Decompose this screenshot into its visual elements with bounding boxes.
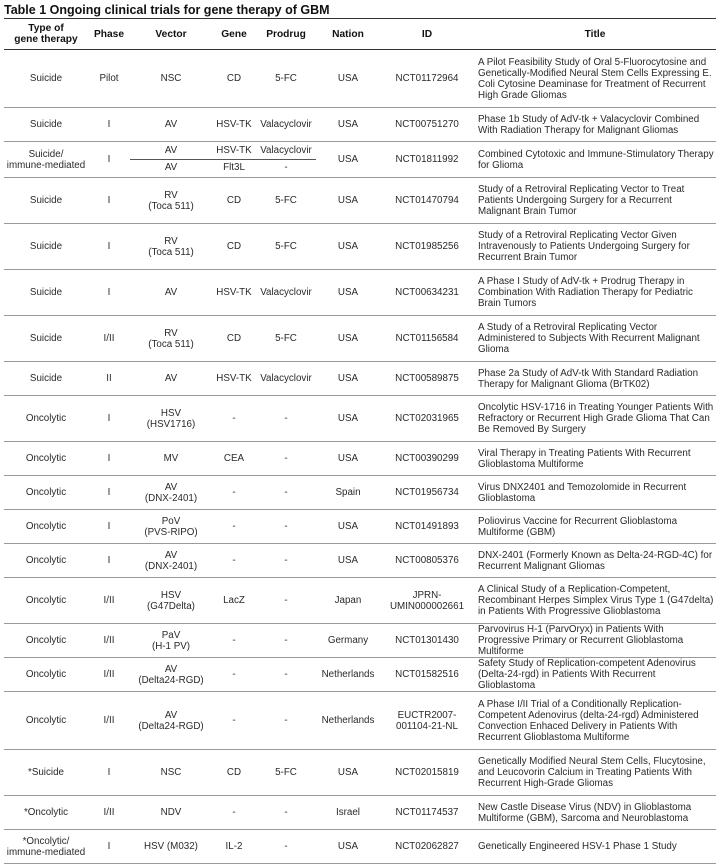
cell-gene: - xyxy=(212,510,256,544)
cell-vector: AV xyxy=(130,108,212,142)
cell-id: NCT01156584 xyxy=(380,316,474,362)
cell-prodrug: - xyxy=(256,578,316,624)
cell-phase: I xyxy=(88,142,130,178)
header-gene: Gene xyxy=(212,19,256,50)
cell-title: Oncolytic HSV-1716 in Treating Younger Patients With Refractory or Recurrent High Grade Glioma That Can Be Removed By Surgery xyxy=(474,396,716,442)
cell-gene: - xyxy=(212,658,256,692)
cell-title: Viral Therapy in Treating Patients With Recurrent Glioblastoma Multiforme xyxy=(474,442,716,476)
cell-phase: I xyxy=(88,270,130,316)
cell-phase: I/II xyxy=(88,578,130,624)
cell-phase: I/II xyxy=(88,796,130,830)
cell-id: EUCTR2007- 001104-21-NL xyxy=(380,692,474,750)
cell-id: NCT01811992 xyxy=(380,142,474,178)
table-row xyxy=(4,224,716,270)
cell-nation: USA xyxy=(316,362,380,396)
cell-vector: HSV (M032) xyxy=(130,830,212,864)
cell-id: NCT01470794 xyxy=(380,178,474,224)
cell-vector: RV (Toca 511) xyxy=(130,224,212,270)
cell-type: Suicide xyxy=(4,178,88,224)
cell-vector: HSV (G47Delta) xyxy=(130,578,212,624)
cell-type: Oncolytic xyxy=(4,510,88,544)
cell-phase: I xyxy=(88,750,130,796)
cell-gene: HSV-TK xyxy=(212,270,256,316)
cell-title: A Clinical Study of a Replication-Competent, Recombinant Herpes Simplex Virus Type 1 (G47delta) in Patients With Progressive Glioblastoma xyxy=(474,578,716,624)
cell-title: Parvovirus H-1 (ParvOryx) in Patients With Progressive Primary or Recurrent Glioblastoma Multiforme xyxy=(474,624,716,658)
table-row xyxy=(4,142,716,178)
cell-id: NCT00390299 xyxy=(380,442,474,476)
table-row xyxy=(4,108,716,142)
cell-prodrug: 5-FC xyxy=(256,316,316,362)
table-row xyxy=(4,624,716,658)
cell-type: Oncolytic xyxy=(4,658,88,692)
cell-nation: USA xyxy=(316,316,380,362)
cell-title: A Pilot Feasibility Study of Oral 5-Fluorocytosine and Genetically-Modified Neural Stem Cells Expressing E. Coli Cytosine Deaminase for Treatment of Recurrent High Grade Gliomas xyxy=(474,50,716,108)
cell-title: A Study of a Retroviral Replicating Vector Administered to Subjects With Recurrent Malignant Glioma xyxy=(474,316,716,362)
cell-phase: I xyxy=(88,442,130,476)
cell-prodrug: Valacyclovir xyxy=(256,270,316,316)
cell-nation: Spain xyxy=(316,476,380,510)
cell-gene: IL-2 xyxy=(212,830,256,864)
cell-prodrug: - xyxy=(256,692,316,750)
cell-vector: NDV xyxy=(130,796,212,830)
header-vector: Vector xyxy=(130,19,212,50)
cell-gene-1: HSV-TK xyxy=(212,143,256,160)
cell-type: Oncolytic xyxy=(4,442,88,476)
cell-vector: MV xyxy=(130,442,212,476)
cell-id: NCT01172964 xyxy=(380,50,474,108)
cell-type: Oncolytic xyxy=(4,476,88,510)
cell-title: Genetically Modified Neural Stem Cells, Flucytosine, and Leucovorin Calcium in Treating Patients With Recurrent High-Grade Gliomas xyxy=(474,750,716,796)
cell-nation: Netherlands xyxy=(316,658,380,692)
cell-gene: CD xyxy=(212,178,256,224)
cell-vector: PaV (H-1 PV) xyxy=(130,624,212,658)
cell-title: DNX-2401 (Formerly Known as Delta-24-RGD-4C) for Recurrent Malignant Gliomas xyxy=(474,544,716,578)
table-row xyxy=(4,396,716,442)
cell-id: NCT00589875 xyxy=(380,362,474,396)
cell-phase: I xyxy=(88,396,130,442)
cell-gene: - xyxy=(212,544,256,578)
cell-prodrug-split xyxy=(256,142,316,178)
cell-title: Study of a Retroviral Replicating Vector to Treat Patients Undergoing Surgery for a Recurrent Malignant Brain Tumor xyxy=(474,178,716,224)
cell-vector: AV xyxy=(130,362,212,396)
header-type: Type of gene therapy xyxy=(4,19,88,50)
cell-nation: Israel xyxy=(316,796,380,830)
cell-title: Safety Study of Replication-competent Adenovirus (Delta-24-rgd) in Patients With Recurrent Glioblastoma xyxy=(474,658,716,692)
table-row xyxy=(4,692,716,750)
cell-title: Combined Cytotoxic and Immune-Stimulatory Therapy for Glioma xyxy=(474,142,716,178)
cell-gene: - xyxy=(212,796,256,830)
cell-id: JPRN- UMIN000002661 xyxy=(380,578,474,624)
cell-prodrug: 5-FC xyxy=(256,178,316,224)
table-row xyxy=(4,316,716,362)
cell-gene: LacZ xyxy=(212,578,256,624)
cell-nation: USA xyxy=(316,50,380,108)
cell-type: Suicide/ immune-mediated xyxy=(4,142,88,178)
cell-nation: USA xyxy=(316,442,380,476)
table-body xyxy=(4,50,716,864)
cell-nation: USA xyxy=(316,750,380,796)
cell-title: A Phase I/II Trial of a Conditionally Replication-Competent Adenovirus (delta-24-rgd) Administered Convection Enhaced Delivery in Patients With Recurrent Glioblastoma Multiforme xyxy=(474,692,716,750)
cell-prodrug: - xyxy=(256,658,316,692)
cell-gene: - xyxy=(212,692,256,750)
cell-phase: I xyxy=(88,178,130,224)
cell-nation: Japan xyxy=(316,578,380,624)
header-title: Title xyxy=(474,19,716,50)
table-row xyxy=(4,544,716,578)
table-row xyxy=(4,796,716,830)
cell-vector-2: AV xyxy=(164,162,178,173)
table-row xyxy=(4,830,716,864)
cell-phase: I xyxy=(88,108,130,142)
cell-type: *Oncolytic xyxy=(4,796,88,830)
cell-nation: USA xyxy=(316,544,380,578)
cell-nation: Netherlands xyxy=(316,692,380,750)
cell-nation: USA xyxy=(316,108,380,142)
cell-vector: PoV (PVS-RIPO) xyxy=(130,510,212,544)
table-row xyxy=(4,270,716,316)
cell-prodrug: Valacyclovir xyxy=(256,108,316,142)
cell-gene: HSV-TK xyxy=(212,108,256,142)
table-row xyxy=(4,178,716,224)
table-row xyxy=(4,510,716,544)
table-row xyxy=(4,442,716,476)
table-row xyxy=(4,750,716,796)
cell-gene: CEA xyxy=(212,442,256,476)
cell-title: Genetically Engineered HSV-1 Phase 1 Study xyxy=(474,830,716,864)
cell-id: NCT02031965 xyxy=(380,396,474,442)
cell-prodrug: - xyxy=(256,476,316,510)
cell-id: NCT00805376 xyxy=(380,544,474,578)
cell-nation: USA xyxy=(316,830,380,864)
header-nation: Nation xyxy=(316,19,380,50)
cell-phase: I xyxy=(88,476,130,510)
cell-prodrug: - xyxy=(256,510,316,544)
cell-type: Oncolytic xyxy=(4,624,88,658)
cell-nation: Germany xyxy=(316,624,380,658)
cell-phase: I/II xyxy=(88,692,130,750)
cell-phase: I xyxy=(88,224,130,270)
cell-prodrug: - xyxy=(256,796,316,830)
cell-id: NCT01301430 xyxy=(380,624,474,658)
cell-vector: AV (DNX-2401) xyxy=(130,476,212,510)
cell-nation: USA xyxy=(316,142,380,178)
cell-gene: CD xyxy=(212,750,256,796)
cell-phase: I xyxy=(88,544,130,578)
cell-type: Oncolytic xyxy=(4,578,88,624)
table-caption: Table 1 Ongoing clinical trials for gene therapy of GBM xyxy=(4,3,330,17)
cell-id: NCT01582516 xyxy=(380,658,474,692)
cell-type: *Suicide xyxy=(4,750,88,796)
cell-type: Suicide xyxy=(4,316,88,362)
header-phase: Phase xyxy=(88,19,130,50)
cell-vector-split xyxy=(130,142,212,178)
cell-prodrug: - xyxy=(256,544,316,578)
cell-id: NCT01174537 xyxy=(380,796,474,830)
cell-gene-split xyxy=(212,142,256,178)
cell-id: NCT02062827 xyxy=(380,830,474,864)
cell-id: NCT01956734 xyxy=(380,476,474,510)
cell-phase: I/II xyxy=(88,624,130,658)
cell-prodrug: - xyxy=(256,396,316,442)
cell-type: Suicide xyxy=(4,50,88,108)
cell-id: NCT00634231 xyxy=(380,270,474,316)
cell-vector: AV (Delta24-RGD) xyxy=(130,658,212,692)
cell-gene: - xyxy=(212,396,256,442)
cell-type: Suicide xyxy=(4,108,88,142)
cell-type: Suicide xyxy=(4,270,88,316)
cell-gene: - xyxy=(212,476,256,510)
cell-nation: USA xyxy=(316,396,380,442)
cell-id: NCT00751270 xyxy=(380,108,474,142)
cell-vector: AV (Delta24-RGD) xyxy=(130,692,212,750)
header-row xyxy=(4,19,716,50)
table-row xyxy=(4,476,716,510)
cell-prodrug: - xyxy=(256,624,316,658)
cell-type: *Oncolytic/ immune-mediated xyxy=(4,830,88,864)
cell-prodrug: - xyxy=(256,442,316,476)
cell-prodrug-2: - xyxy=(284,162,288,173)
cell-gene: CD xyxy=(212,316,256,362)
table-row xyxy=(4,50,716,108)
cell-nation: USA xyxy=(316,510,380,544)
cell-title: New Castle Disease Virus (NDV) in Glioblastoma Multiforme (GBM), Sarcoma and Neuroblastoma xyxy=(474,796,716,830)
cell-vector: RV (Toca 511) xyxy=(130,178,212,224)
cell-id: NCT01985256 xyxy=(380,224,474,270)
table-row xyxy=(4,578,716,624)
cell-nation: USA xyxy=(316,224,380,270)
cell-gene: - xyxy=(212,624,256,658)
cell-vector: HSV (HSV1716) xyxy=(130,396,212,442)
cell-gene-2: Flt3L xyxy=(223,162,245,173)
cell-nation: USA xyxy=(316,178,380,224)
cell-vector-1: AV xyxy=(130,143,212,160)
cell-id: NCT02015819 xyxy=(380,750,474,796)
cell-prodrug: 5-FC xyxy=(256,50,316,108)
cell-phase: I/II xyxy=(88,316,130,362)
cell-prodrug: 5-FC xyxy=(256,750,316,796)
cell-title: A Phase I Study of AdV-tk + Prodrug Therapy in Combination With Radiation Therapy for Pediatric Brain Tumors xyxy=(474,270,716,316)
cell-prodrug-1: Valacyclovir xyxy=(256,143,316,160)
clinical-trials-table xyxy=(4,18,716,864)
cell-gene: CD xyxy=(212,50,256,108)
cell-prodrug: Valacyclovir xyxy=(256,362,316,396)
cell-vector: AV xyxy=(130,270,212,316)
cell-vector: RV (Toca 511) xyxy=(130,316,212,362)
cell-title: Phase 2a Study of AdV-tk With Standard Radiation Therapy for Malignant Glioma (BrTK02) xyxy=(474,362,716,396)
cell-gene: HSV-TK xyxy=(212,362,256,396)
cell-type: Oncolytic xyxy=(4,396,88,442)
cell-title: Study of a Retroviral Replicating Vector Given Intravenously to Patients Undergoing Surgery for Recurrent Brain Tumor xyxy=(474,224,716,270)
cell-phase: I/II xyxy=(88,658,130,692)
cell-id: NCT01491893 xyxy=(380,510,474,544)
cell-type: Oncolytic xyxy=(4,544,88,578)
cell-phase: I xyxy=(88,830,130,864)
cell-title: Virus DNX2401 and Temozolomide in Recurrent Glioblastoma xyxy=(474,476,716,510)
cell-vector: AV (DNX-2401) xyxy=(130,544,212,578)
cell-gene: CD xyxy=(212,224,256,270)
table-row xyxy=(4,362,716,396)
cell-phase: I xyxy=(88,510,130,544)
cell-vector: NSC xyxy=(130,750,212,796)
cell-phase: Pilot xyxy=(88,50,130,108)
cell-prodrug: 5-FC xyxy=(256,224,316,270)
cell-type: Oncolytic xyxy=(4,692,88,750)
table-row xyxy=(4,658,716,692)
cell-type: Suicide xyxy=(4,362,88,396)
header-prodrug: Prodrug xyxy=(256,19,316,50)
cell-phase: II xyxy=(88,362,130,396)
cell-vector: NSC xyxy=(130,50,212,108)
cell-nation: USA xyxy=(316,270,380,316)
header-id: ID xyxy=(380,19,474,50)
cell-prodrug: - xyxy=(256,830,316,864)
cell-type: Suicide xyxy=(4,224,88,270)
cell-title: Phase 1b Study of AdV-tk + Valacyclovir Combined With Radiation Therapy for Malignant Gliomas xyxy=(474,108,716,142)
cell-title: Poliovirus Vaccine for Recurrent Glioblastoma Multiforme (GBM) xyxy=(474,510,716,544)
